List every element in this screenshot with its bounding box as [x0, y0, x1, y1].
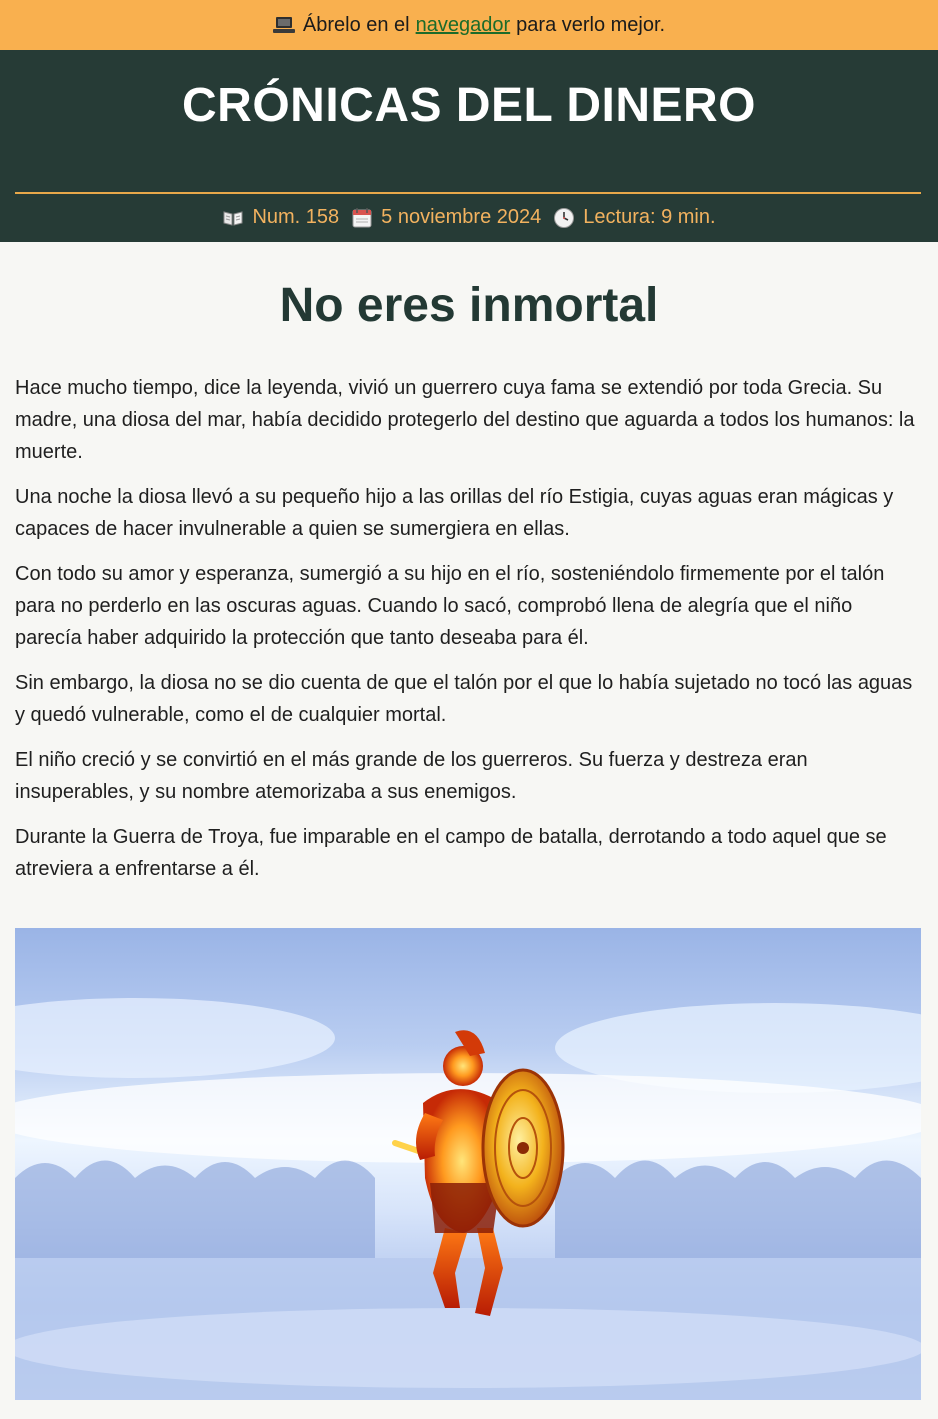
- warrior-image-svg: [15, 928, 921, 1400]
- article-paragraph: Sin embargo, la diosa no se dio cuenta de que el talón por el que lo había sujetado no tocó las aguas y quedó vulnerable, como el de cualquier mortal.: [15, 672, 913, 726]
- article-paragraph: Con todo su amor y esperanza, sumergió a su hijo en el río, sosteniéndolo firmemente por el talón para no perderlo en las oscuras aguas. Cuando lo sacó, comprobó llena de alegría que el niño parecía haber adquirido la protección que tanto deseaba para él.: [15, 563, 885, 649]
- article-title: No eres inmortal: [279, 279, 659, 332]
- calendar-icon: [351, 207, 373, 229]
- article-paragraph: Una noche la diosa llevó a su pequeño hijo a las orillas del río Estigia, cuyas aguas eran mágicas y capaces de hacer invulnerable a quien se sumergiera en ellas.: [15, 486, 894, 540]
- article-paragraph: Durante la Guerra de Troya, fue imparable en el campo de batalla, derrotando a todo aquel que se atreviera a enfrentarse a él.: [15, 826, 887, 880]
- laptop-icon: [273, 16, 295, 34]
- article-paragraph: El niño creció y se convirtió en el más grande de los guerreros. Su fuerza y destreza eran insuperables, y su nombre atemorizaba a sus enemigos.: [15, 749, 808, 803]
- clock-icon: [553, 207, 575, 229]
- article-paragraph: Hace mucho tiempo, dice la leyenda, vivió un guerrero cuya fama se extendió por toda Grecia. Su madre, una diosa del mar, había decidido protegerlo del destino que aguarda a todos los humanos: la muerte.: [15, 377, 915, 463]
- reading-time-text: Lectura: 9 min.: [583, 206, 716, 228]
- newsletter-title: CRÓNICAS DEL DINERO: [182, 79, 756, 132]
- warrior-illustration: [15, 928, 921, 1400]
- header-divider: [15, 192, 921, 194]
- issue-number: [222, 206, 339, 229]
- newsletter-header: [0, 50, 938, 242]
- issue-number-text: Num. 158: [252, 206, 340, 228]
- open-in-browser-banner: [0, 0, 938, 50]
- issue-meta: [0, 206, 938, 229]
- open-book-icon: [222, 207, 244, 229]
- article-body: [15, 372, 923, 898]
- banner-prefix: Ábrelo en el: [302, 13, 410, 36]
- reading-time: [553, 206, 715, 229]
- issue-date: [351, 206, 541, 229]
- browser-link[interactable]: navegador: [415, 13, 511, 36]
- issue-date-text: 5 noviembre 2024: [381, 206, 542, 228]
- banner-suffix: para verlo mejor.: [516, 13, 666, 36]
